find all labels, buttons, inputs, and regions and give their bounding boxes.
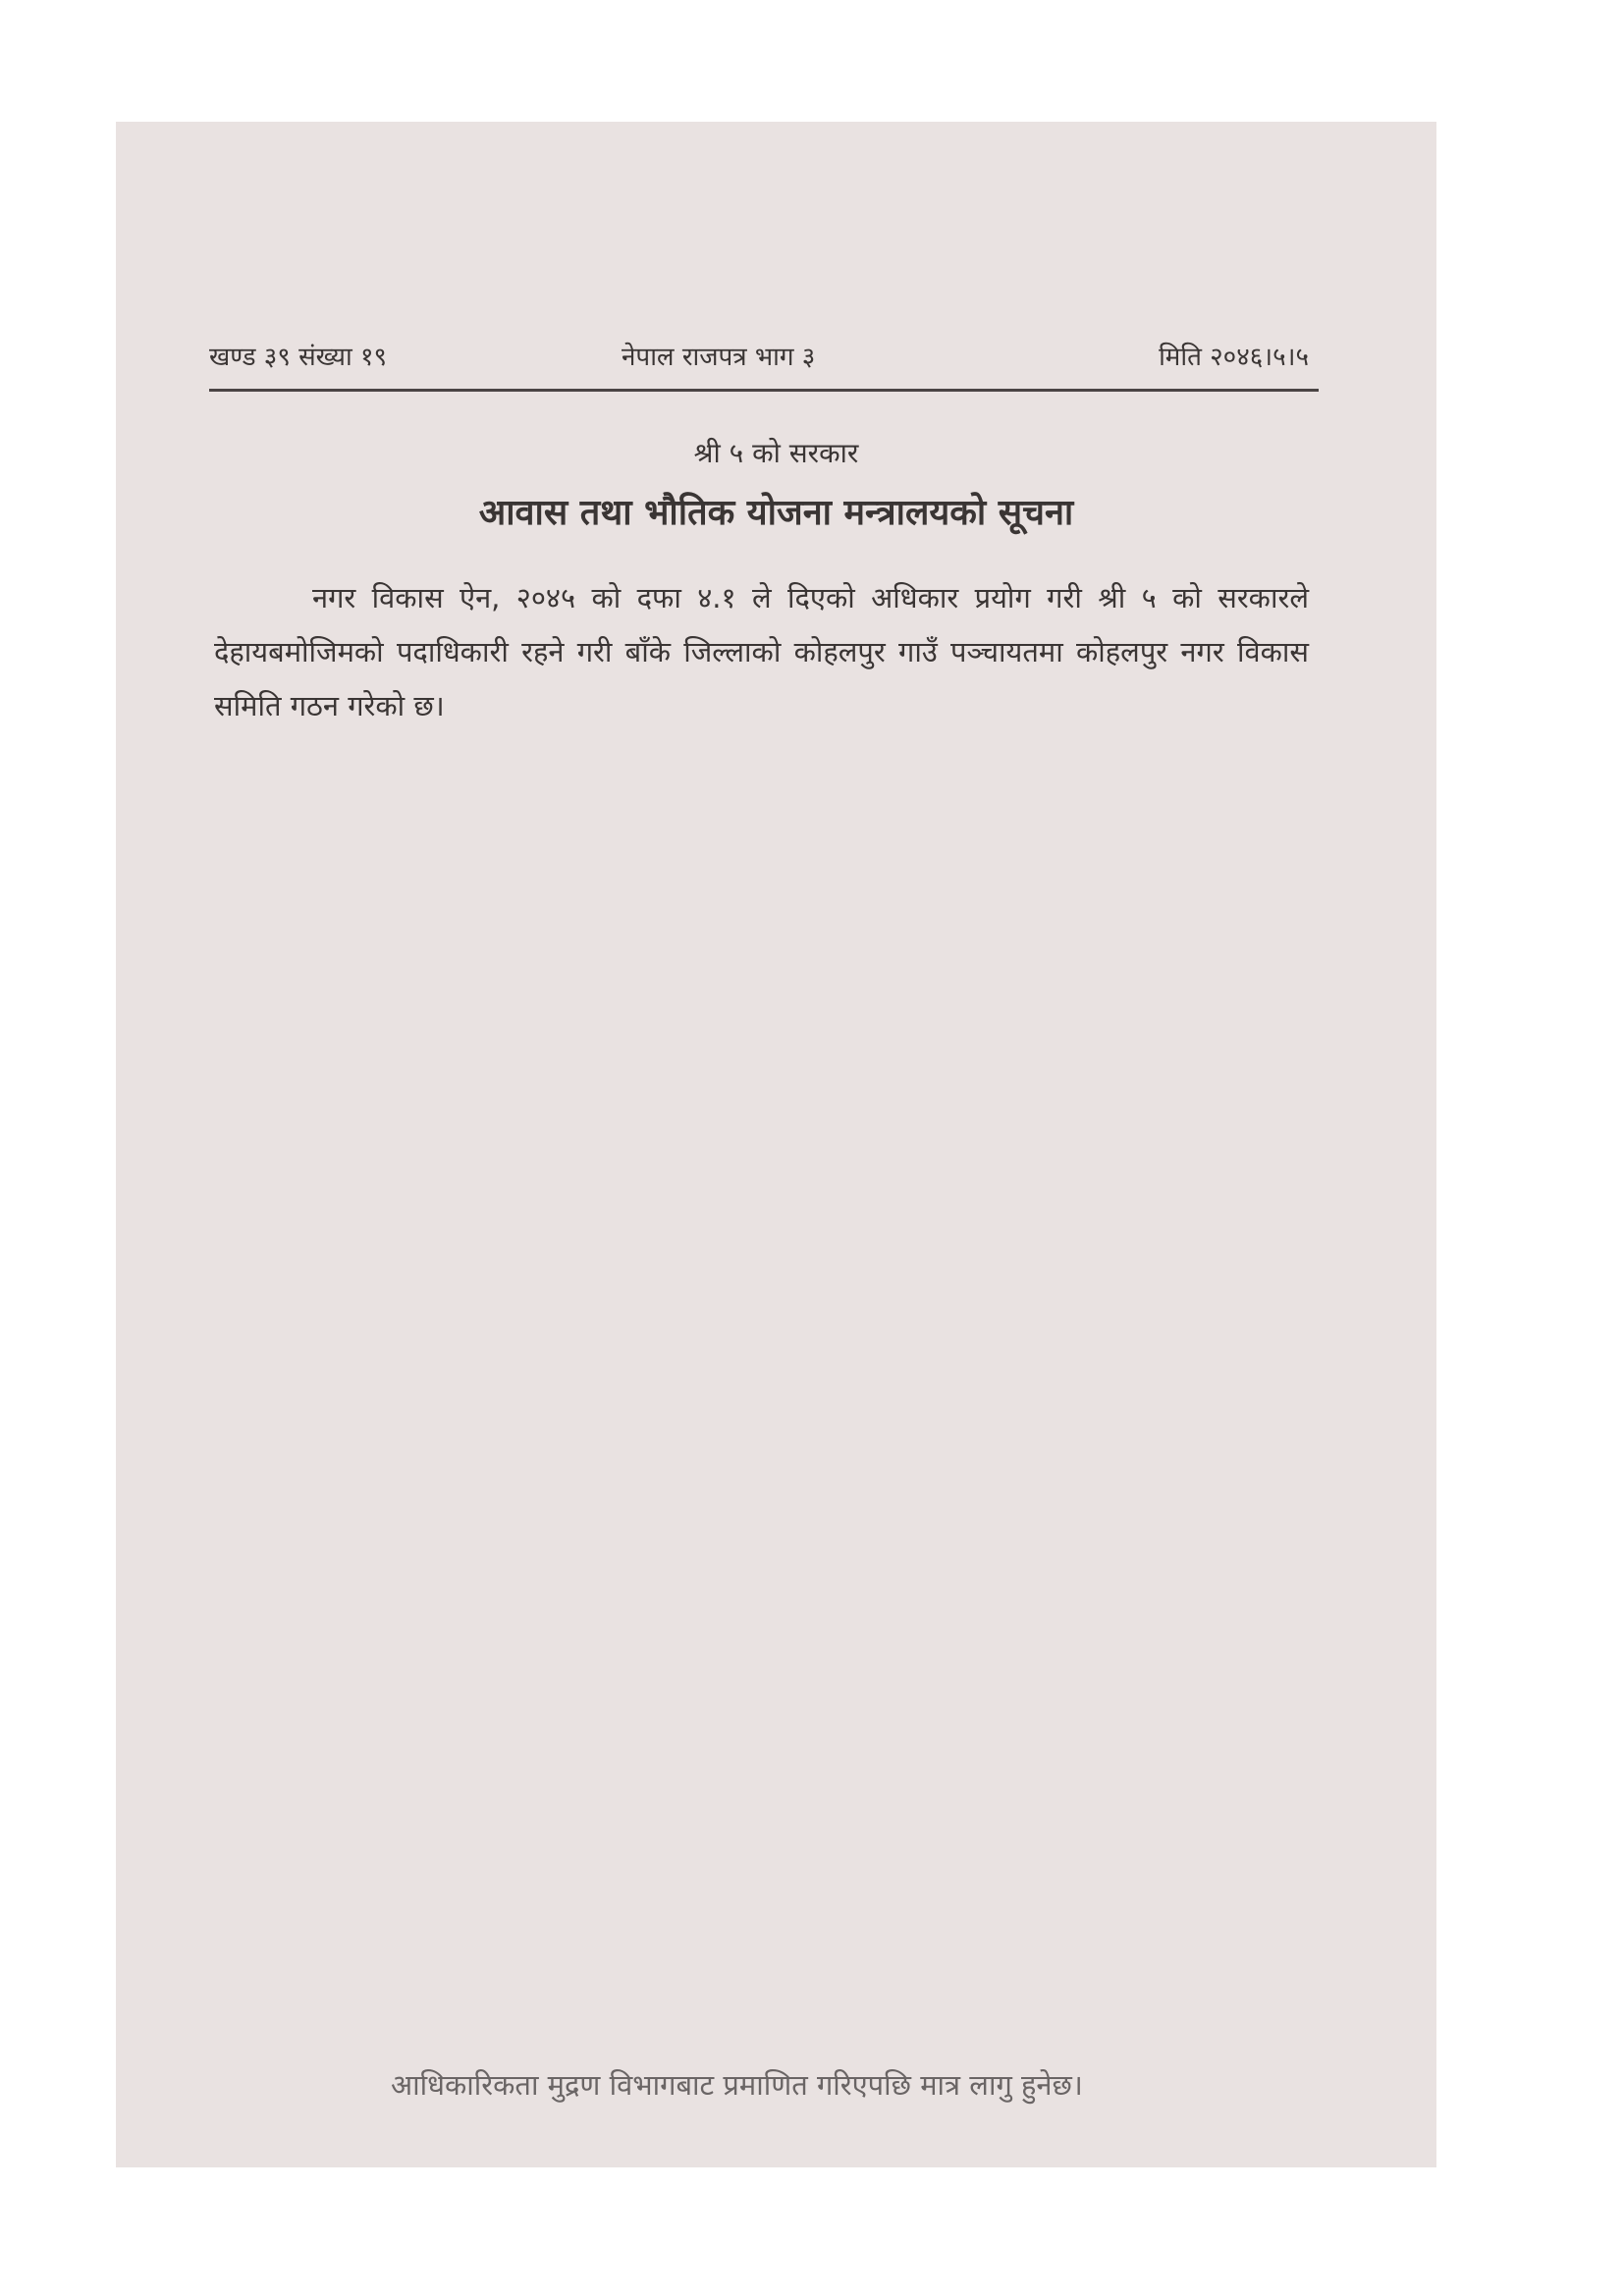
gazette-page	[116, 122, 1436, 2167]
volume-issue: खण्ड ३९ संख्या १९	[209, 343, 388, 372]
header-rule	[209, 389, 1319, 392]
gazette-header	[209, 338, 1309, 377]
punch-hole	[1485, 1414, 1538, 1467]
notice-intro: नगर विकास ऐन, २०४५ को दफा ४.१ ले दिएको अधिकार प्रयोग गरी श्री ५ को सरकारले देहायबमोजिमको पदाधिकारी रहने गरी बाँके जिल्लाको कोहलपुर गाउँ पञ्चायतमा कोहलपुर नगर विकास समिति गठन गरेको छ।	[214, 581, 1309, 722]
gazette-name: नेपाल राजपत्र भाग ३	[622, 343, 816, 372]
gazette-date: मिति २०४६।५।५	[1159, 343, 1309, 372]
notice-title: आवास तथा भौतिक योजना मन्त्रालयको सूचना	[478, 493, 1074, 533]
authenticity-footer: आधिकारिकता मुद्रण विभागबाट प्रमाणित गरिएपछि मात्र लागु हुनेछ।	[391, 2068, 1083, 2102]
government-line: श्री ५ को सरकार	[693, 437, 859, 469]
punch-hole	[1494, 628, 1547, 681]
